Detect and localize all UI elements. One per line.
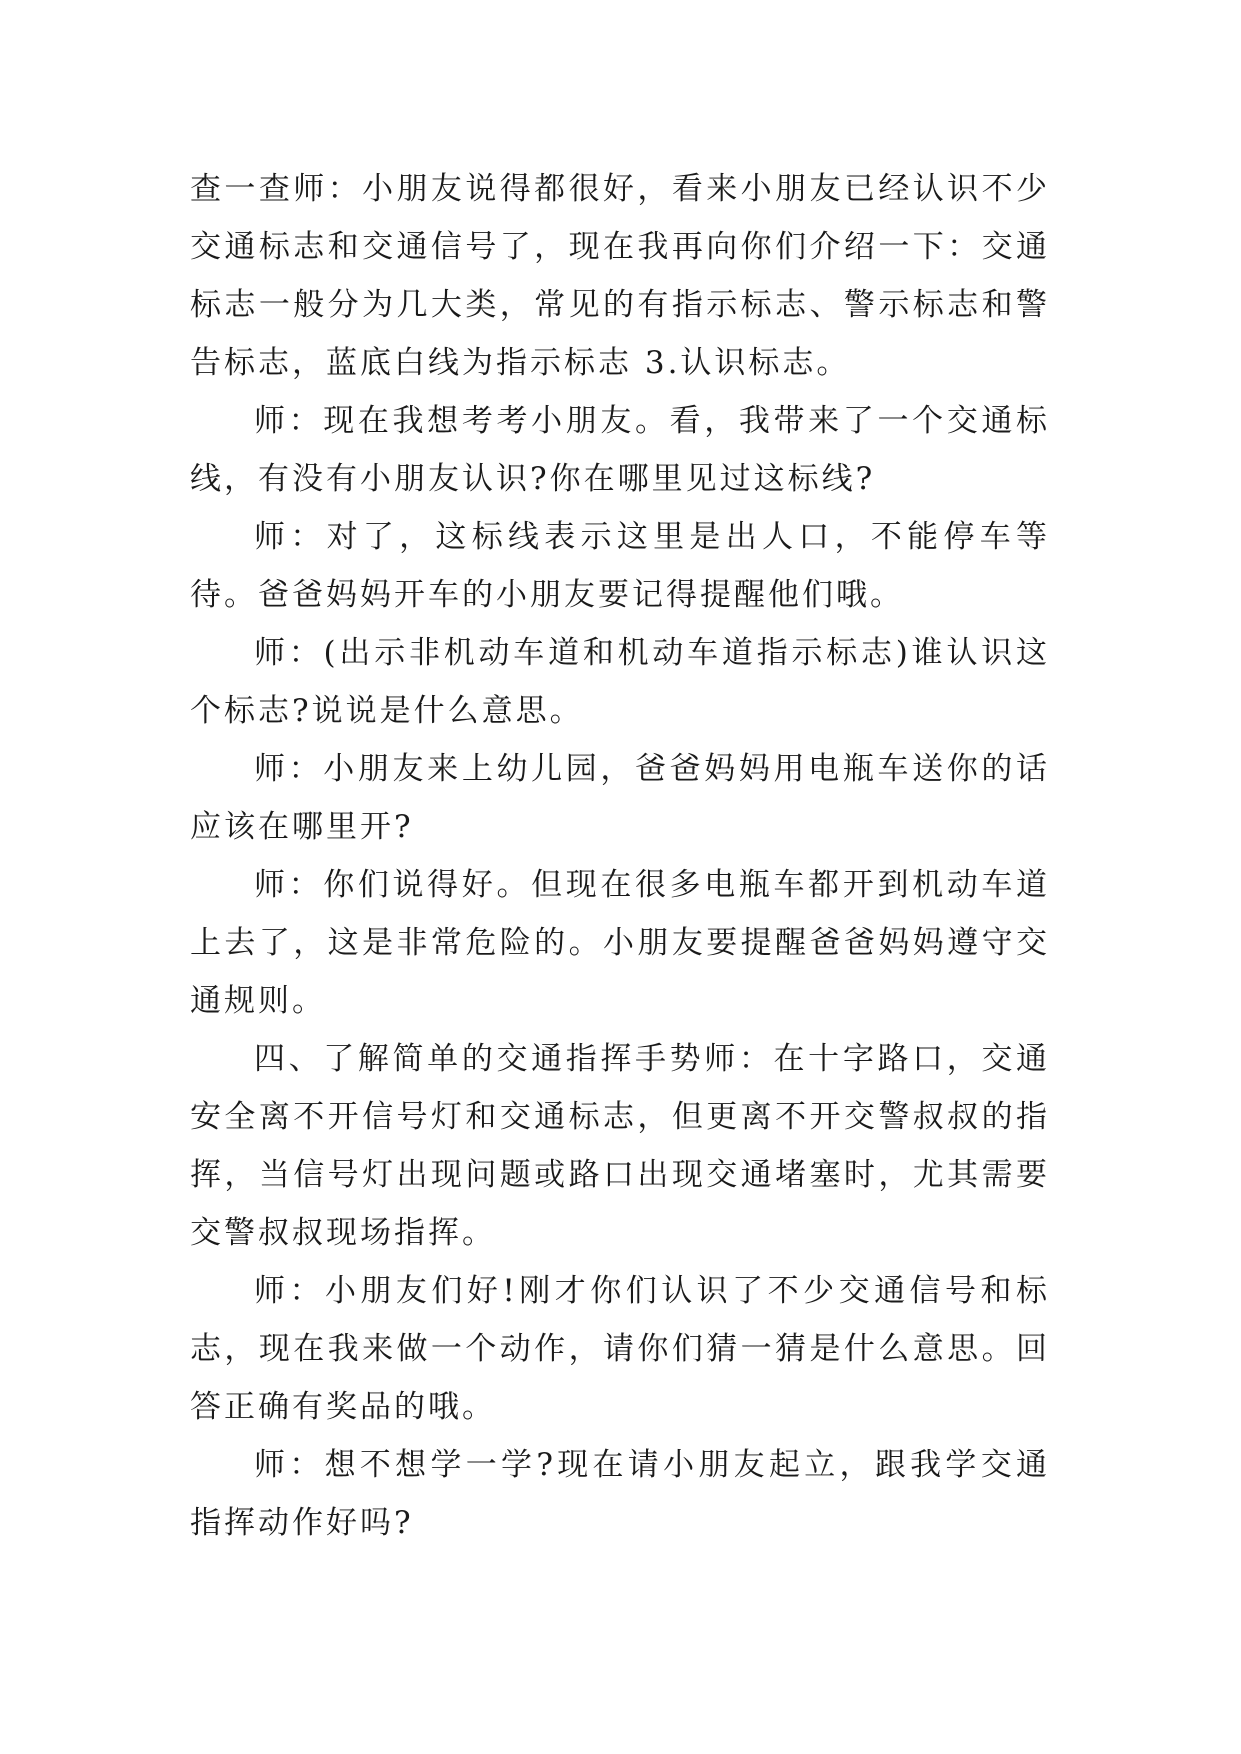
paragraph-3: 师：对了，这标线表示这里是出人口，不能停车等待。爸爸妈妈开车的小朋友要记得提醒他们哦。: [190, 519, 1050, 613]
paragraph-7: 四、了解简单的交通指挥手势师：在十字路口，交通安全离不开信号灯和交通标志，但更离不开交警叔叔的指挥，当信号灯出现问题或路口出现交通堵塞时，尤其需要交警叔叔现场指挥。: [190, 1041, 1050, 1251]
paragraph-1: 查一查师：小朋友说得都很好，看来小朋友已经认识不少交通标志和交通信号了，现在我再向你们介绍一下：交通标志一般分为几大类，常见的有指示标志、警示标志和警告标志，蓝底白线为指示标志 3.认识标志。: [190, 171, 1050, 381]
paragraph-6: 师：你们说得好。但现在很多电瓶车都开到机动车道上去了，这是非常危险的。小朋友要提醒爸爸妈妈遵守交通规则。: [190, 867, 1050, 1019]
paragraph-4: 师：(出示非机动车道和机动车道指示标志)谁认识这个标志?说说是什么意思。: [190, 635, 1050, 729]
paragraph-2: 师：现在我想考考小朋友。看，我带来了一个交通标线，有没有小朋友认识?你在哪里见过这标线?: [190, 403, 1050, 497]
paragraph-5: 师：小朋友来上幼儿园，爸爸妈妈用电瓶车送你的话应该在哪里开?: [190, 751, 1050, 845]
paragraph-9: 师：想不想学一学?现在请小朋友起立，跟我学交通指挥动作好吗?: [190, 1447, 1050, 1541]
paragraph-8: 师：小朋友们好!刚才你们认识了不少交通信号和标志，现在我来做一个动作，请你们猜一猜是什么意思。回答正确有奖品的哦。: [190, 1273, 1050, 1425]
document-body: [190, 160, 1050, 1552]
